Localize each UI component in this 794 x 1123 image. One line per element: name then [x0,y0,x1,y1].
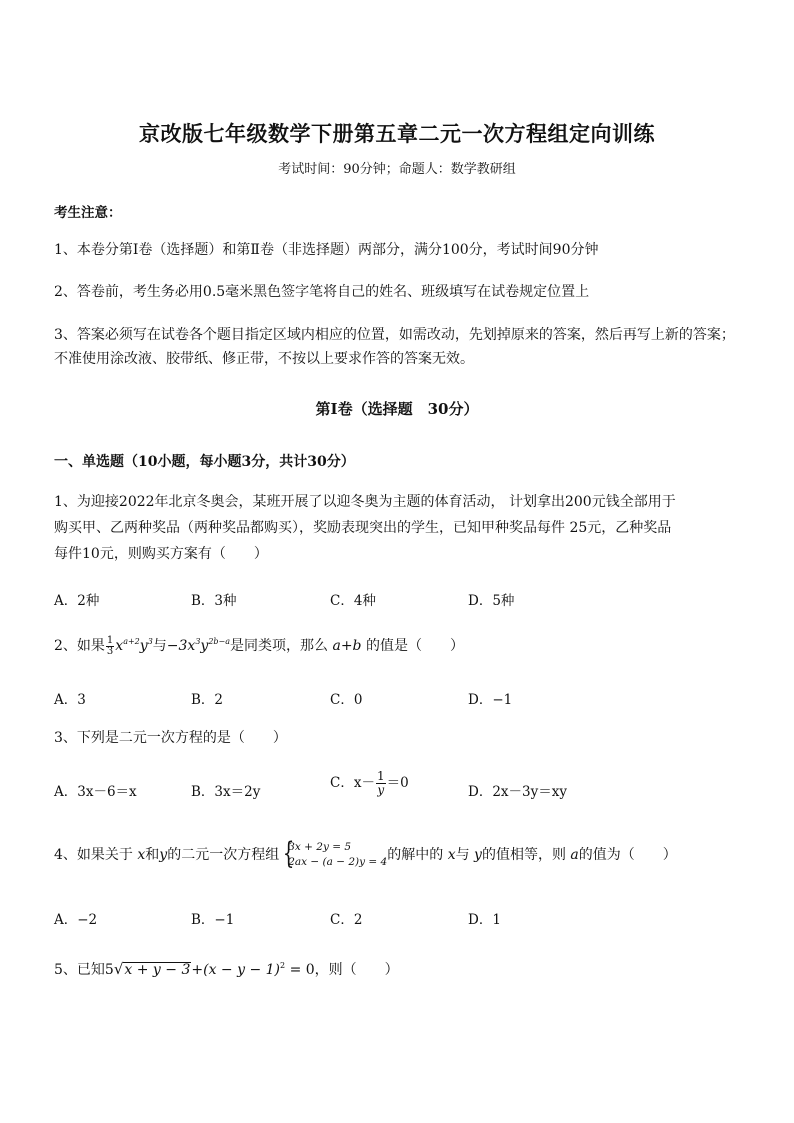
notice-item-1: 1、本卷分第Ⅰ卷（选择题）和第Ⅱ卷（非选择题）两部分，满分100分，考试时间90分钟 [54,242,599,258]
q5-radicand: x + y − 3 [124,962,191,978]
q4-var-y: y [159,847,168,863]
q2-term2-x: −3x [166,638,196,654]
q4-equation-system [279,836,388,871]
q4-suffix-4: 的值为（ ） [578,847,677,863]
q2-term1-y-exp: 3 [147,637,153,646]
q5-stem [54,954,399,982]
q5-coef: 5 [104,962,114,978]
q3-stem: 3、下列是二元一次方程的是（ ） [54,730,287,746]
q3-option-d[interactable]: D．2x－3y＝xy [468,784,567,800]
q3-option-c-den: y [377,783,385,797]
q4-option-b[interactable]: B．−1 [191,912,235,928]
q2-term1-exp: a+2 [123,637,140,646]
q2-mid: 与 [152,638,167,654]
part-heading: 一、单选题（10小题，每小题3分，共计30分） [54,454,355,470]
sqrt-icon: √ [113,960,124,978]
q4-prefix: 4、如果关于 [54,847,133,863]
q5-paren: (x − y − 1) [203,962,281,978]
exam-subtitle: 考试时间：90分钟；命题人：数学教研组 [278,162,516,177]
q5-eq: = 0 [289,962,315,978]
q2-term2-y: y [200,638,209,654]
q4-var-x: x [137,847,146,863]
q1-line-1: 1、为迎接2022年北京冬奥会，某班开展了以迎冬奥为主题的体育活动， 计划拿出200元钱全部用于 [54,494,676,510]
q2-term1-x: x [115,638,124,654]
q4-suffix-2: 与 [455,847,470,863]
q4-and: 和 [145,847,160,863]
q4-stem [54,836,677,871]
q3-option-c-num: 1 [376,769,385,783]
notice-item-3: 3、答案必须写在试卷各个题目指定区域内相应的位置，如需改动，先划掉原来的答案，然后再写上新的答案；不准使用涂改液、胶带纸、修正带，不按以上要求作答的答案无效。 [54,327,735,367]
q2-term2-exp: 3 [195,637,201,646]
notice-item-2: 2、答卷前，考生务必用0.5毫米黑色签字笔将自己的姓名、班级填写在试卷规定位置上 [54,284,590,300]
q1-option-b[interactable]: B．3种 [191,593,237,609]
q4-equation-1: 3x + 2y = 5 [288,841,352,853]
q4-option-c[interactable]: C．2 [330,912,363,928]
q4-suffix-y: y [474,847,482,863]
q1-option-d[interactable]: D．5种 [468,593,515,609]
q2-expr: a+b [332,638,362,654]
q3-option-a[interactable]: A．3x－6＝x [54,784,137,800]
q2-term2-y-exp: 2b−a [208,637,231,646]
page-title: 京改版七年级数学下册第五章二元一次方程组定向训练 [139,121,655,146]
q2-tail: 的值是（ ） [365,638,464,654]
q3-option-c-fraction [376,770,386,797]
left-brace-icon: { [283,836,295,871]
q4-mid: 的二元一次方程组 [167,847,280,863]
q1-option-a[interactable]: A．2种 [54,593,100,609]
q2-term1-y: y [139,638,148,654]
q2-option-a[interactable]: A．3 [54,692,86,708]
q5-prefix: 5、已知 [54,962,105,978]
q4-suffix-1: 的解中的 [387,847,444,863]
q4-option-d[interactable]: D．1 [468,912,501,928]
q2-stem [54,630,464,658]
q4-suffix-x: x [447,847,456,863]
q3-option-c-tail: ＝0 [386,775,409,791]
q2-option-d[interactable]: D．−1 [468,692,513,708]
q3-option-c-prefix: C．x－ [330,775,375,791]
q1-option-c[interactable]: C．4种 [330,593,376,609]
q4-suffix-3: 的值相等，则 [481,847,566,863]
q5-tail: ，则（ ） [314,962,399,978]
q5-exp: 2 [280,961,286,970]
q4-equation-2: 2ax − (a − 2)y = 4 [288,856,388,868]
q1-line-2: 购买甲、乙两种奖品（两种奖品都购买），奖励表现突出的学生，已知甲种奖品每件 25元，乙种奖品 [54,520,672,536]
q4-suffix-a: a [570,847,579,863]
section-title: 第Ⅰ卷（选择题 30分） [315,400,479,418]
q1-line-3: 每件10元，则购买方案有（ ） [54,546,268,562]
q2-suffix: 是同类项，那么 [230,638,329,654]
q2-option-b[interactable]: B．2 [191,692,224,708]
q5-plus: + [191,962,204,978]
q2-option-c[interactable]: C．0 [330,692,363,708]
q3-option-b[interactable]: B．3x＝2y [191,784,261,800]
q4-option-a[interactable]: A．−2 [54,912,98,928]
q2-prefix: 2、如果 [54,638,105,654]
notice-heading: 考生注意： [54,205,122,221]
q3-option-c[interactable] [330,770,409,797]
q2-fraction [106,636,114,657]
q2-frac-den: 3 [106,645,114,657]
q2-frac-num: 1 [106,634,114,646]
